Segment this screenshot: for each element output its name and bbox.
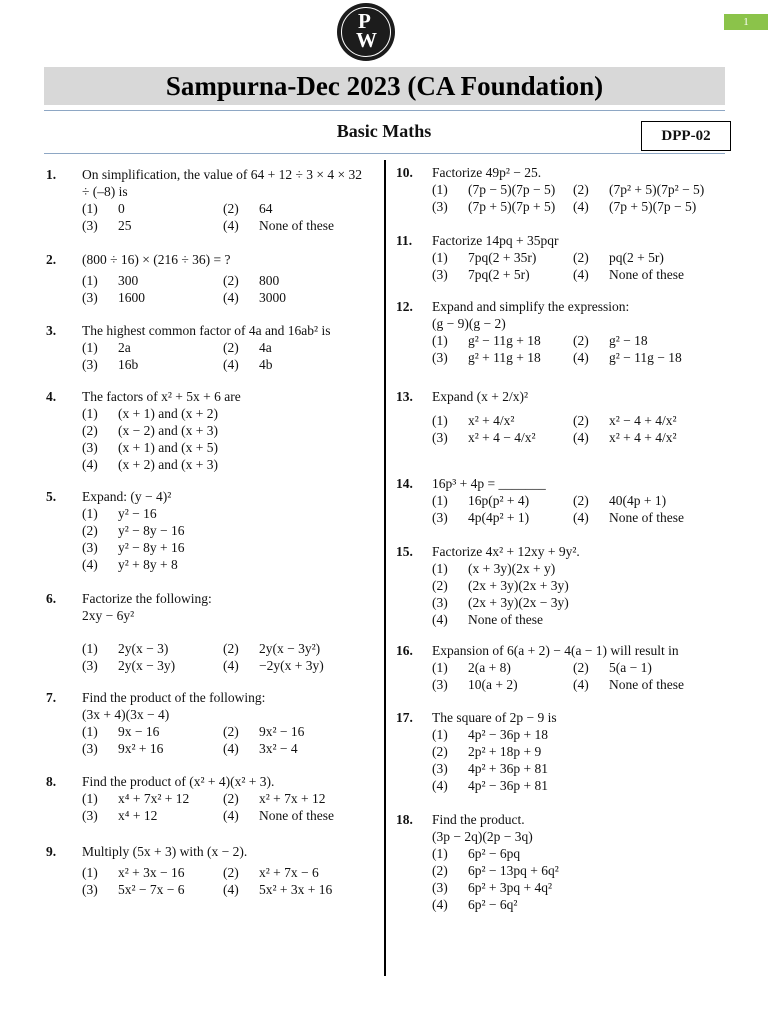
option-value: 7pq(2 + 35r)	[468, 250, 537, 265]
option-key: (3)	[82, 218, 98, 233]
option-key: (3)	[432, 430, 448, 445]
option-value: 5x² − 7x − 6	[118, 882, 185, 897]
question-number: 13.	[396, 389, 413, 404]
option-key: (2)	[573, 333, 589, 348]
option-value: g² − 11g − 18	[609, 350, 682, 365]
option-value: 4p² + 36p + 81	[468, 761, 549, 776]
logo-letter-p: P	[358, 9, 371, 33]
question-text: Find the product of the following:	[82, 690, 266, 705]
option-key: (1)	[82, 641, 98, 656]
option-key: (2)	[573, 182, 589, 197]
option-key: (1)	[432, 846, 448, 861]
option-value: 6p² − 13pq + 6q²	[468, 863, 559, 878]
question-number: 8.	[46, 774, 57, 789]
question-text-line2: ÷ (–8) is	[82, 184, 128, 199]
option-value: 800	[259, 273, 280, 288]
option-value: None of these	[468, 612, 543, 627]
option-key: (4)	[573, 430, 589, 445]
option-value: 2(a + 8)	[468, 660, 511, 675]
question-text: (800 ÷ 16) × (216 ÷ 36) = ?	[82, 252, 231, 267]
question-text: The factors of x² + 5x + 6 are	[82, 389, 241, 404]
option-value: (x + 3y)(2x + y)	[468, 561, 556, 576]
option-key: (3)	[82, 290, 98, 305]
question-number: 17.	[396, 710, 413, 725]
option-value: None of these	[609, 267, 684, 282]
question-text-line2: (g − 9)(g − 2)	[432, 316, 506, 331]
option-value: (x − 2) and (x + 3)	[118, 423, 218, 438]
option-key: (4)	[82, 557, 98, 572]
option-key: (2)	[223, 724, 239, 739]
option-value: (7p + 5)(7p − 5)	[609, 199, 697, 214]
option-key: (2)	[82, 523, 98, 538]
option-key: (2)	[82, 423, 98, 438]
option-value: x² − 4 + 4/x²	[609, 413, 677, 428]
option-key: (1)	[432, 727, 448, 742]
option-key: (3)	[432, 677, 448, 692]
option-value: 10(a + 2)	[468, 677, 518, 692]
option-value: 2y(x − 3y)	[118, 658, 176, 673]
option-value: (7p² + 5)(7p² − 5)	[609, 182, 705, 197]
option-value: 9x² − 16	[259, 724, 305, 739]
option-key: (3)	[432, 595, 448, 610]
option-value: 2y(x − 3y²)	[259, 641, 321, 656]
option-key: (4)	[223, 882, 239, 897]
option-value: 64	[259, 201, 273, 216]
option-key: (1)	[82, 506, 98, 521]
option-value: x² + 3x − 16	[118, 865, 185, 880]
option-value: None of these	[259, 218, 334, 233]
option-key: (2)	[573, 660, 589, 675]
option-key: (4)	[573, 677, 589, 692]
option-value: 16p(p² + 4)	[468, 493, 530, 508]
option-value: None of these	[609, 677, 684, 692]
option-value: (7p + 5)(7p + 5)	[468, 199, 556, 214]
option-value: 16b	[118, 357, 139, 372]
option-key: (3)	[82, 741, 98, 756]
question-number: 7.	[46, 690, 57, 705]
question-number: 11.	[396, 233, 413, 248]
page-title: Sampurna-Dec 2023 (CA Foundation)	[44, 67, 725, 105]
option-value: 0	[118, 201, 125, 216]
option-key: (1)	[82, 201, 98, 216]
question-number: 14.	[396, 476, 413, 491]
option-value: x² + 4 + 4/x²	[609, 430, 677, 445]
option-value: (7p − 5)(7p − 5)	[468, 182, 556, 197]
option-key: (1)	[82, 273, 98, 288]
question-number: 4.	[46, 389, 57, 404]
option-value: x⁴ + 7x² + 12	[118, 791, 190, 806]
option-value: 7pq(2 + 5r)	[468, 267, 530, 282]
option-value: 2p² + 18p + 9	[468, 744, 542, 759]
question-text-line2: (3x + 4)(3x − 4)	[82, 707, 170, 722]
option-key: (2)	[223, 201, 239, 216]
question-number: 18.	[396, 812, 413, 827]
divider-top	[44, 110, 725, 111]
option-key: (4)	[573, 510, 589, 525]
question-text: The highest common factor of 4a and 16ab² is	[82, 323, 331, 338]
option-value: 5x² + 3x + 16	[259, 882, 333, 897]
option-key: (3)	[432, 880, 448, 895]
option-key: (2)	[573, 250, 589, 265]
option-value: 9x² + 16	[118, 741, 164, 756]
option-key: (1)	[432, 413, 448, 428]
question-text: The square of 2p − 9 is	[432, 710, 557, 725]
option-value: x² + 4 − 4/x²	[468, 430, 536, 445]
option-key: (4)	[223, 218, 239, 233]
option-value: 5(a − 1)	[609, 660, 652, 675]
question-number: 1.	[46, 167, 57, 182]
option-key: (1)	[432, 493, 448, 508]
option-key: (3)	[82, 658, 98, 673]
option-value: x² + 4/x²	[468, 413, 515, 428]
option-key: (2)	[432, 863, 448, 878]
page-number-badge: 1	[724, 14, 768, 30]
option-value: 4a	[259, 340, 272, 355]
question-number: 16.	[396, 643, 413, 658]
subject-heading: Basic Maths	[336, 121, 432, 141]
option-value: 4p² − 36p + 81	[468, 778, 549, 793]
option-value: g² − 18	[609, 333, 648, 348]
option-key: (4)	[573, 199, 589, 214]
question-number: 5.	[46, 489, 57, 504]
option-value: g² + 11g + 18	[468, 350, 541, 365]
question-text: Expansion of 6(a + 2) − 4(a − 1) will result in	[432, 643, 679, 658]
question-text: 16p³ + 4p = _______	[432, 476, 546, 491]
option-value: (2x + 3y)(2x + 3y)	[468, 578, 569, 593]
option-value: (x + 1) and (x + 2)	[118, 406, 218, 421]
question-text: Factorize 49p² − 25.	[432, 165, 542, 180]
question-text: Expand and simplify the expression:	[432, 299, 630, 314]
option-key: (4)	[573, 267, 589, 282]
option-value: 300	[118, 273, 139, 288]
question-text: Expand: (y − 4)²	[82, 489, 172, 504]
option-value: 2y(x − 3)	[118, 641, 169, 656]
question-text: Multiply (5x + 3) with (x − 2).	[82, 844, 248, 859]
option-value: x² + 7x − 6	[259, 865, 319, 880]
option-key: (2)	[573, 413, 589, 428]
option-key: (1)	[432, 250, 448, 265]
option-key: (4)	[82, 457, 98, 472]
option-key: (3)	[432, 350, 448, 365]
question-number: 3.	[46, 323, 57, 338]
option-key: (3)	[82, 440, 98, 455]
dpp-box: DPP-02	[641, 121, 731, 151]
question-number: 12.	[396, 299, 413, 314]
question-number: 2.	[46, 252, 57, 267]
option-key: (4)	[223, 357, 239, 372]
option-value: 25	[118, 218, 132, 233]
option-value: y² − 8y − 16	[118, 523, 185, 538]
pw-logo	[337, 3, 395, 61]
question-text: Find the product of (x² + 4)(x² + 3).	[82, 774, 275, 789]
option-key: (4)	[223, 808, 239, 823]
option-key: (1)	[432, 182, 448, 197]
option-key: (1)	[82, 406, 98, 421]
option-key: (3)	[432, 761, 448, 776]
question-text: Factorize 4x² + 12xy + 9y².	[432, 544, 580, 559]
question-text: Expand (x + 2/x)²	[432, 389, 529, 404]
question-number: 9.	[46, 844, 57, 859]
question-text: On simplification, the value of 64 + 12 ÷ 3 × 4 × 32	[82, 167, 362, 182]
option-key: (2)	[223, 340, 239, 355]
option-key: (1)	[432, 561, 448, 576]
option-value: pq(2 + 5r)	[609, 250, 664, 265]
question-text: Find the product.	[432, 812, 525, 827]
option-key: (2)	[432, 744, 448, 759]
option-value: 4p² − 36p + 18	[468, 727, 549, 742]
option-value: y² + 8y + 8	[118, 557, 178, 572]
option-value: 2a	[118, 340, 131, 355]
option-value: 6p² + 3pq + 4q²	[468, 880, 553, 895]
option-key: (1)	[82, 724, 98, 739]
option-value: 3000	[259, 290, 286, 305]
option-value: y² − 16	[118, 506, 157, 521]
option-value: 4b	[259, 357, 273, 372]
option-key: (3)	[82, 808, 98, 823]
option-value: x² + 7x + 12	[259, 791, 326, 806]
option-key: (1)	[82, 865, 98, 880]
option-key: (3)	[432, 267, 448, 282]
option-value: 40(4p + 1)	[609, 493, 667, 508]
option-value: −2y(x + 3y)	[259, 658, 324, 673]
option-key: (4)	[432, 778, 448, 793]
option-key: (2)	[223, 273, 239, 288]
option-key: (1)	[432, 333, 448, 348]
question-number: 10.	[396, 165, 413, 180]
option-value: y² − 8y + 16	[118, 540, 185, 555]
option-value: 4p(4p² + 1)	[468, 510, 530, 525]
question-text-line2: 2xy − 6y²	[82, 608, 135, 623]
option-value: 9x − 16	[118, 724, 160, 739]
option-key: (4)	[223, 290, 239, 305]
option-key: (4)	[432, 897, 448, 912]
option-value: None of these	[259, 808, 334, 823]
option-key: (1)	[82, 791, 98, 806]
option-value: 6p² − 6q²	[468, 897, 518, 912]
divider-bottom	[44, 153, 725, 154]
question-text: Factorize the following:	[82, 591, 212, 606]
option-value: None of these	[609, 510, 684, 525]
option-key: (3)	[432, 510, 448, 525]
question-number: 6.	[46, 591, 57, 606]
option-value: (2x + 3y)(2x − 3y)	[468, 595, 569, 610]
option-value: 1600	[118, 290, 145, 305]
option-key: (4)	[432, 612, 448, 627]
option-key: (2)	[432, 578, 448, 593]
option-key: (2)	[223, 641, 239, 656]
question-number: 15.	[396, 544, 413, 559]
option-value: 6p² − 6pq	[468, 846, 521, 861]
option-key: (1)	[432, 660, 448, 675]
option-key: (3)	[82, 540, 98, 555]
option-key: (3)	[82, 357, 98, 372]
question-text-line2: (3p − 2q)(2p − 3q)	[432, 829, 533, 844]
option-key: (2)	[223, 791, 239, 806]
option-key: (2)	[223, 865, 239, 880]
option-value: g² − 11g + 18	[468, 333, 541, 348]
option-key: (1)	[82, 340, 98, 355]
option-key: (4)	[223, 658, 239, 673]
option-key: (4)	[223, 741, 239, 756]
option-key: (4)	[573, 350, 589, 365]
option-key: (3)	[82, 882, 98, 897]
column-divider	[384, 160, 386, 976]
option-key: (3)	[432, 199, 448, 214]
option-value: x⁴ + 12	[118, 808, 158, 823]
logo-letter-w: W	[356, 28, 377, 52]
option-key: (2)	[573, 493, 589, 508]
option-value: (x + 1) and (x + 5)	[118, 440, 218, 455]
question-text: Factorize 14pq + 35pqr	[432, 233, 559, 248]
option-value: (x + 2) and (x + 3)	[118, 457, 218, 472]
option-value: 3x² − 4	[259, 741, 298, 756]
